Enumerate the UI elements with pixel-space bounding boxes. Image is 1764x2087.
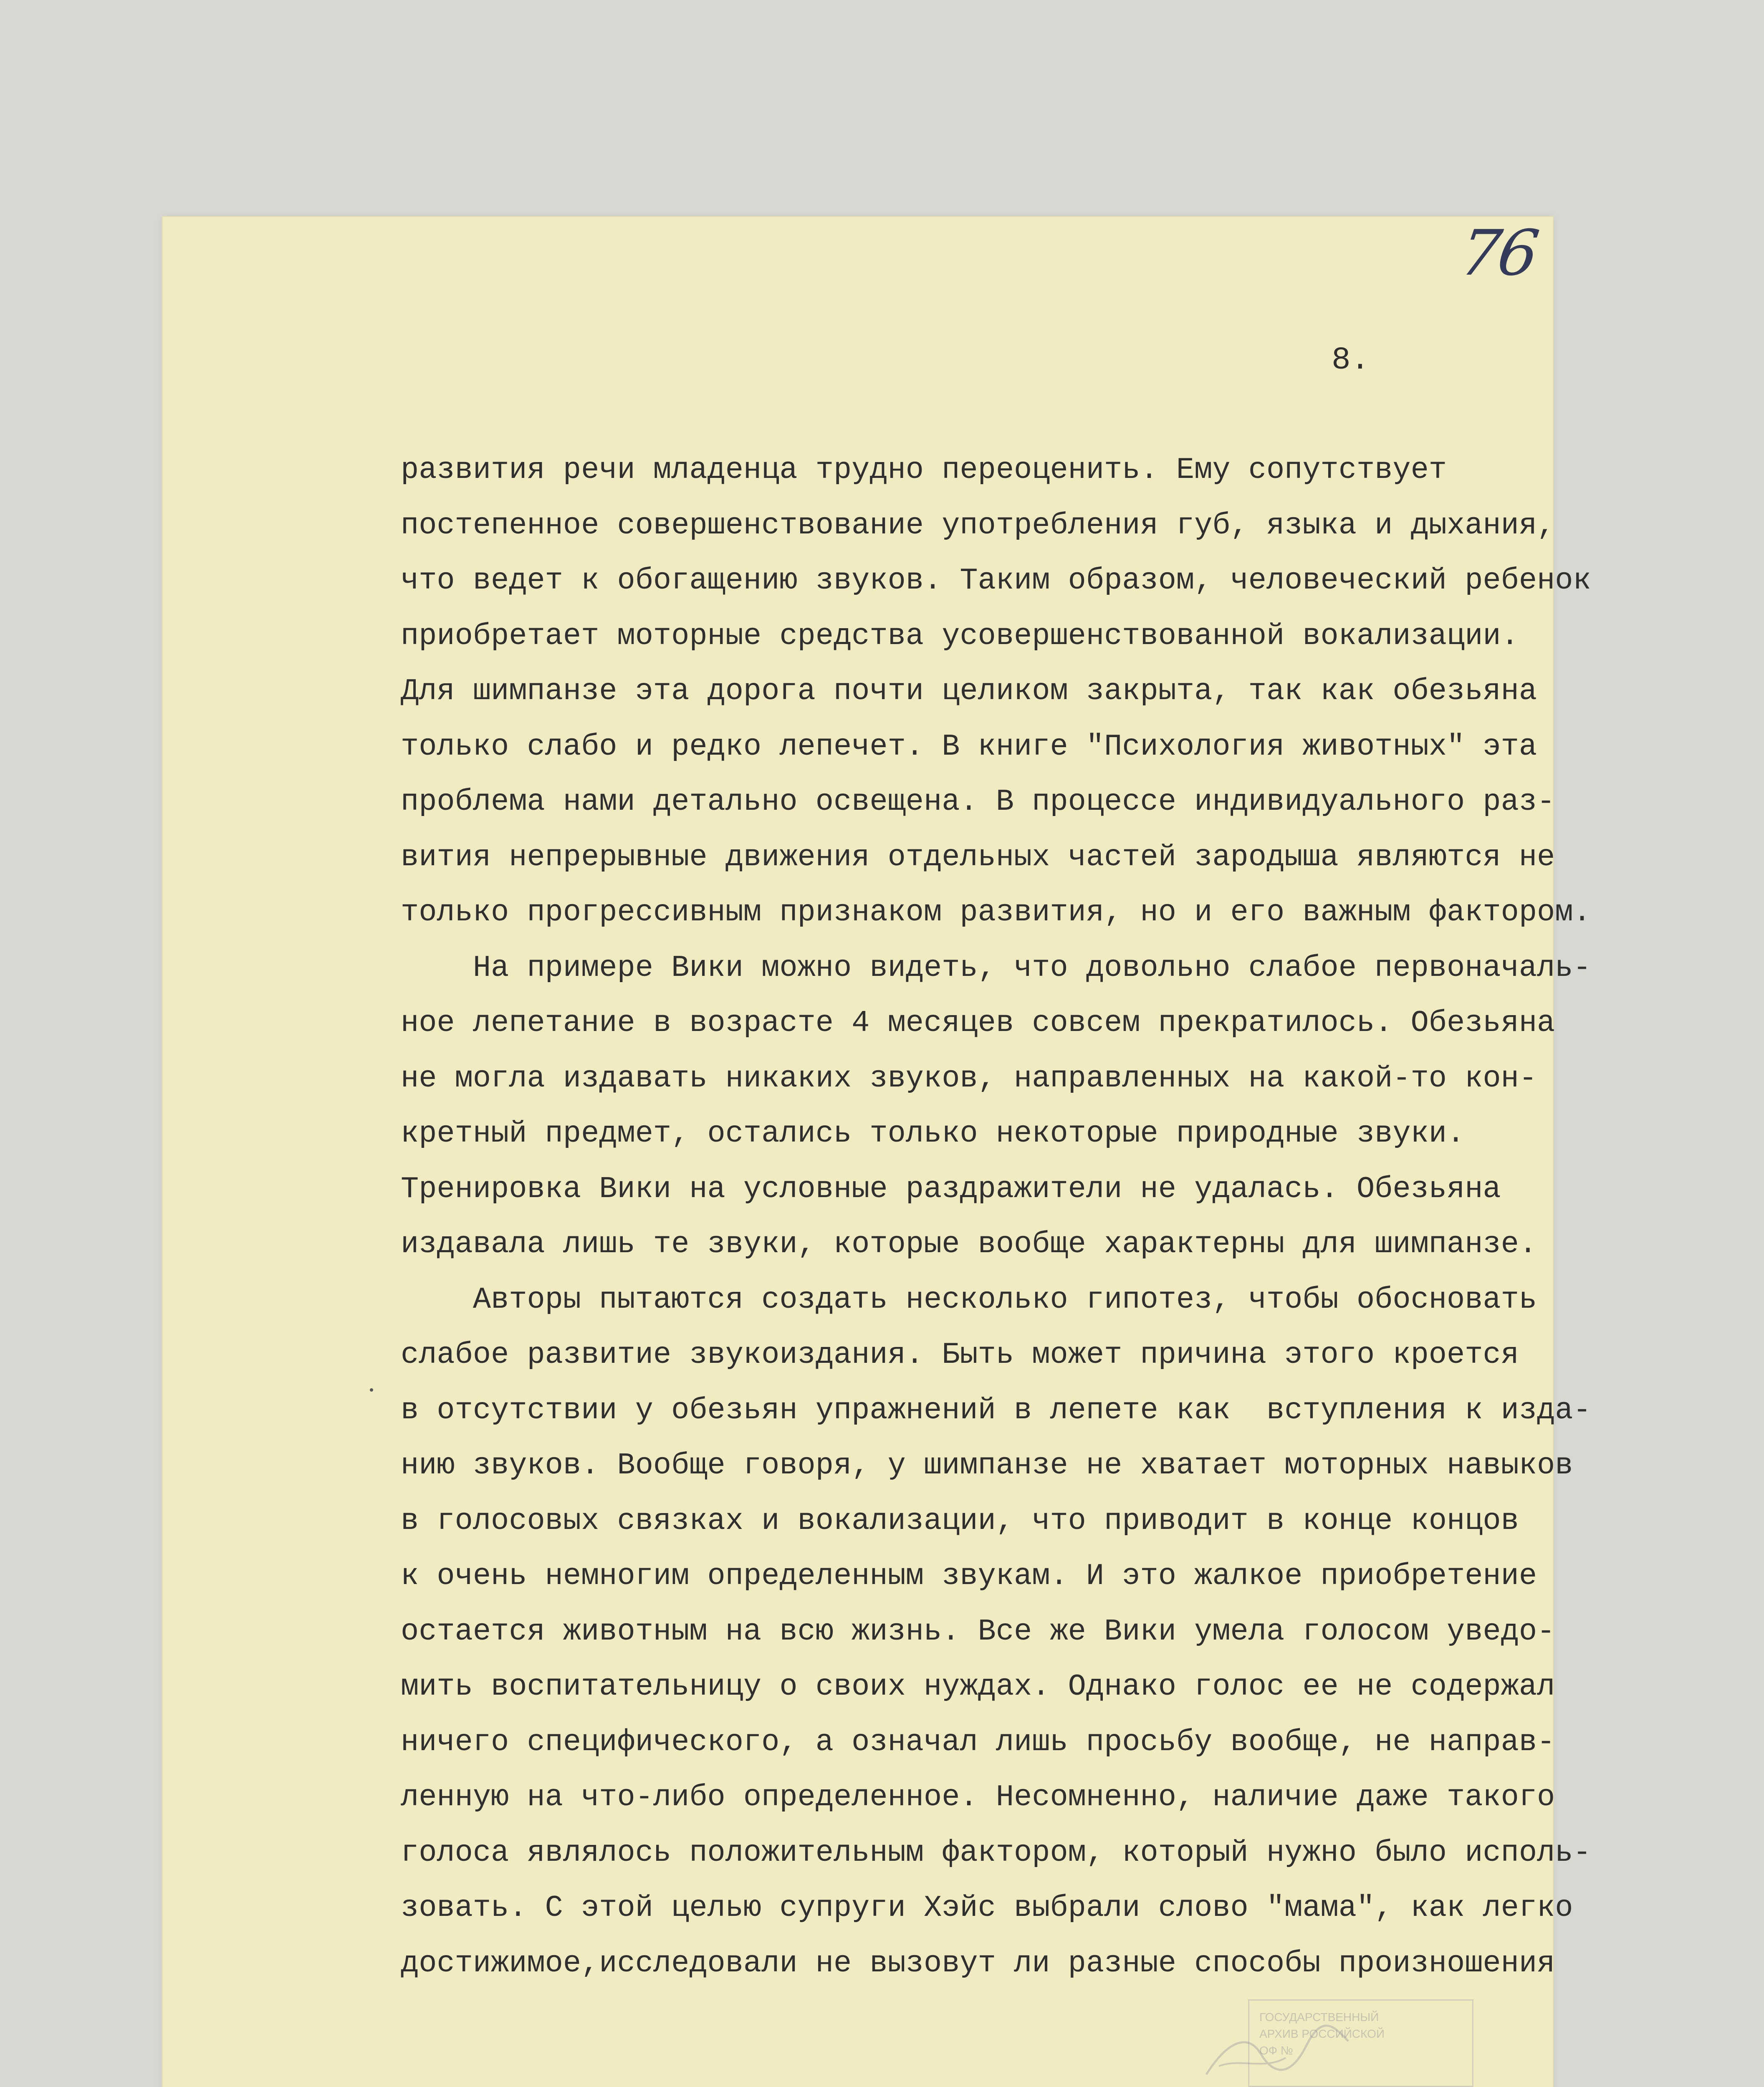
text-line: издавала лишь те звуки, которые вообще характерны для шимпанзе. [401,1227,1537,1261]
text-line: что ведет к обогащению звуков. Таким образом, человеческий ребенок [401,563,1591,598]
text-line: зовать. С этой целью супруги Хэйс выбрали слово "мама", как легко [401,1891,1573,1925]
text-line: Авторы пытаются создать несколько гипотез, чтобы обосновать [401,1282,1537,1317]
stamp-line: ОФ № [1259,2044,1293,2057]
text-line: только слабо и редко лепечет. В книге "Психология животных" эта [401,729,1537,764]
text-line: вития непрерывные движения отдельных частей зародыша являются не [401,840,1555,874]
stamp-line: ГОСУДАРСТВЕННЫЙ [1259,2011,1379,2024]
margin-mark [370,1388,373,1392]
text-line: постепенное совершенствование употребления губ, языка и дыхания, [401,508,1555,543]
text-line: нию звуков. Вообще говоря, у шимпанзе не хватает моторных навыков [401,1448,1573,1483]
typewritten-text [401,442,1591,1991]
text-line: ленную на что-либо определенное. Несомненно, наличие даже такого [401,1780,1555,1814]
text-line: к очень немногим определенным звукам. И это жалкое приобретение [401,1559,1537,1593]
text-line: ничего специфического, а означал лишь просьбу вообще, не направ- [401,1725,1555,1759]
text-line: Тренировка Вики на условные раздражители не удалась. Обезьяна [401,1172,1501,1206]
text-line: в голосовых связках и вокализации, что приводит в конце концов [401,1503,1519,1538]
text-line: остается животным на всю жизнь. Все же Вики умела голосом уведо- [401,1614,1555,1649]
text-line: голоса являлось положительным фактором, который нужно было исполь- [401,1835,1591,1870]
text-line: мить воспитательницу о своих нуждах. Однако голос ее не содержал [401,1670,1555,1704]
text-line: развития речи младенца трудно переоценить. Ему сопутствует [401,453,1447,487]
page-number: 8. [1332,342,1370,378]
text-line: слабое развитие звукоиздания. Быть может причина этого кроется [401,1338,1519,1372]
text-line: приобретает моторные средства усовершенствованной вокализации. [401,619,1519,653]
text-line: кретный предмет, остались только некоторые природные звуки. [401,1117,1465,1151]
text-line: ное лепетание в возрасте 4 месяцев совсем прекратилось. Обезьяна [401,1006,1555,1040]
archive-folio-number: 76 [1456,217,1541,290]
text-line: проблема нами детально освещена. В процессе индивидуального раз- [401,785,1555,819]
text-line: только прогрессивным признаком развития, но и его важным фактором. [401,895,1591,930]
text-line: не могла издавать никаких звуков, направленных на какой-то кон- [401,1061,1537,1096]
text-line: достижимое,исследовали не вызовут ли разные способы произношения [401,1946,1555,1981]
text-line: в отсутствии у обезьян упражнений в лепете как вступления к изда- [401,1393,1591,1428]
archive-stamp [1248,1999,1473,2087]
stamp-line: АРХИВ РОССИЙСКОЙ [1259,2027,1385,2040]
text-line: Для шимпанзе эта дорога почти целиком закрыта, так как обезьяна [401,674,1537,708]
text-line: На примере Вики можно видеть, что довольно слабое первоначаль- [401,950,1591,985]
